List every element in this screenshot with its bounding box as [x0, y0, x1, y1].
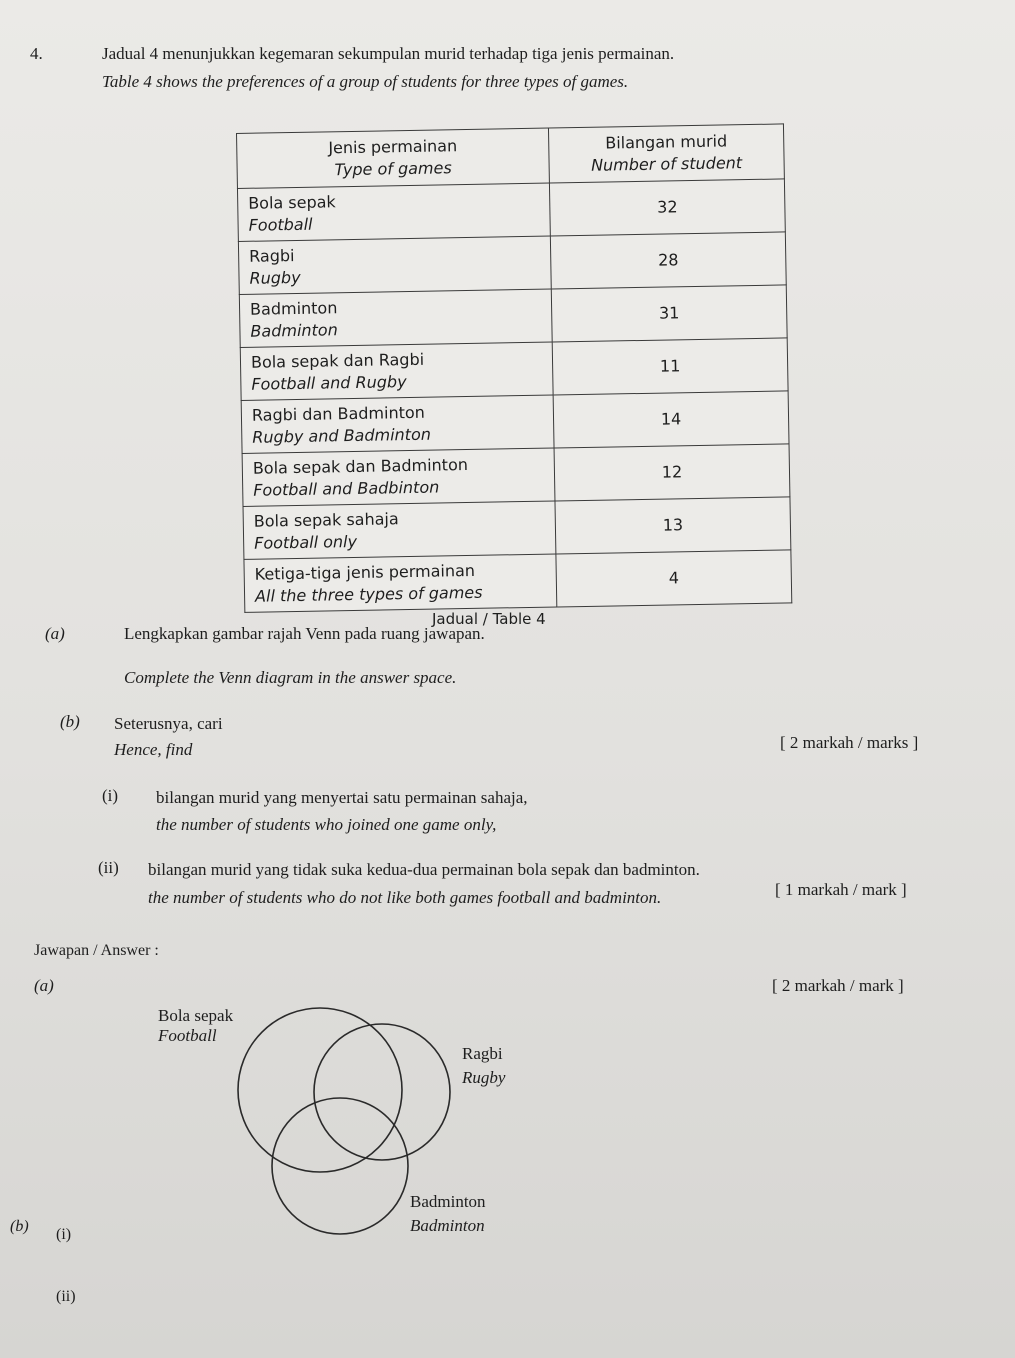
table-row: Ragbi Rugby 28 — [238, 232, 786, 295]
football-circle — [238, 1008, 402, 1172]
badminton-circle — [272, 1098, 408, 1234]
answer-b-i-label: (i) — [56, 1226, 72, 1243]
row-count: 4 — [556, 550, 792, 607]
part-a-label: (a) — [45, 624, 65, 643]
question-number: 4. — [30, 44, 43, 63]
header-number-of-student: Bilangan murid Number of student — [548, 124, 784, 183]
venn-label-football-english: Football — [158, 1026, 217, 1045]
part-a-text-malay: Lengkapkan gambar rajah Venn pada ruang jawapan. — [124, 624, 485, 643]
question-text-malay: Jadual 4 menunjukkan kegemaran sekumpulan murid terhadap tiga jenis permainan. — [102, 44, 675, 63]
table-row: Badminton Badminton 31 — [239, 285, 787, 348]
venn-label-badminton-malay: Badminton — [410, 1192, 486, 1211]
part-b-ii-marks: [ 2 markah / mark ] — [772, 976, 904, 995]
part-b-ii-text-english: the number of students who do not like both games football and badminton. — [148, 888, 662, 907]
part-b-i-text-english: the number of students who joined one game only, — [156, 815, 497, 834]
answer-heading: Jawapan / Answer : — [34, 942, 159, 959]
answer-b-label: (b) — [10, 1218, 29, 1235]
part-b-i-marks: [ 1 markah / mark ] — [775, 880, 907, 899]
rugby-circle — [314, 1024, 450, 1160]
venn-label-rugby-english: Rugby — [462, 1068, 506, 1087]
table-row: Bola sepak dan Ragbi Football and Rugby 11 — [240, 338, 788, 401]
venn-label-badminton-english: Badminton — [410, 1216, 485, 1235]
question-text-english: Table 4 shows the preferences of a group of students for three types of games. — [102, 72, 629, 91]
part-b-ii-text-malay: bilangan murid yang tidak suka kedua-dua permainan bola sepak dan badminton. — [148, 860, 700, 879]
part-a-text-english: Complete the Venn diagram in the answer space. — [124, 668, 457, 687]
table-row: Bola sepak dan Badminton Football and Badbinton 12 — [242, 444, 790, 507]
table-row: Bola sepak Football 32 — [237, 179, 785, 242]
row-count: 28 — [550, 232, 786, 289]
answer-a-label: (a) — [34, 976, 54, 995]
part-b-ii-label: (ii) — [98, 858, 119, 877]
venn-label-rugby-malay: Ragbi — [462, 1044, 503, 1063]
table-caption: Jadual / Table 4 — [432, 610, 546, 628]
part-b-i-label: (i) — [102, 786, 119, 805]
row-count: 14 — [553, 391, 789, 448]
row-count: 12 — [554, 444, 790, 501]
part-b-text-english: Hence, find — [114, 740, 193, 759]
row-count: 13 — [555, 497, 791, 554]
table-row: Bola sepak sahaja Football only 13 — [243, 497, 791, 560]
header-type-of-games: Jenis permainan Type of games — [237, 128, 550, 188]
venn-label-football-malay: Bola sepak — [158, 1006, 234, 1025]
table-row: Ragbi dan Badminton Rugby and Badminton 14 — [241, 391, 789, 454]
part-a-marks: [ 2 markah / marks ] — [780, 733, 919, 752]
row-count: 31 — [551, 285, 787, 342]
row-count: 32 — [549, 179, 785, 236]
part-b-label: (b) — [60, 712, 80, 731]
table-row: Ketiga-tiga jenis permainan All the three types of games 4 — [244, 550, 792, 613]
part-b-i-text-malay: bilangan murid yang menyertai satu permainan sahaja, — [156, 788, 528, 807]
part-b-text-malay: Seterusnya, cari — [114, 714, 223, 733]
answer-b-ii-label: (ii) — [56, 1288, 76, 1305]
row-count: 11 — [552, 338, 788, 395]
